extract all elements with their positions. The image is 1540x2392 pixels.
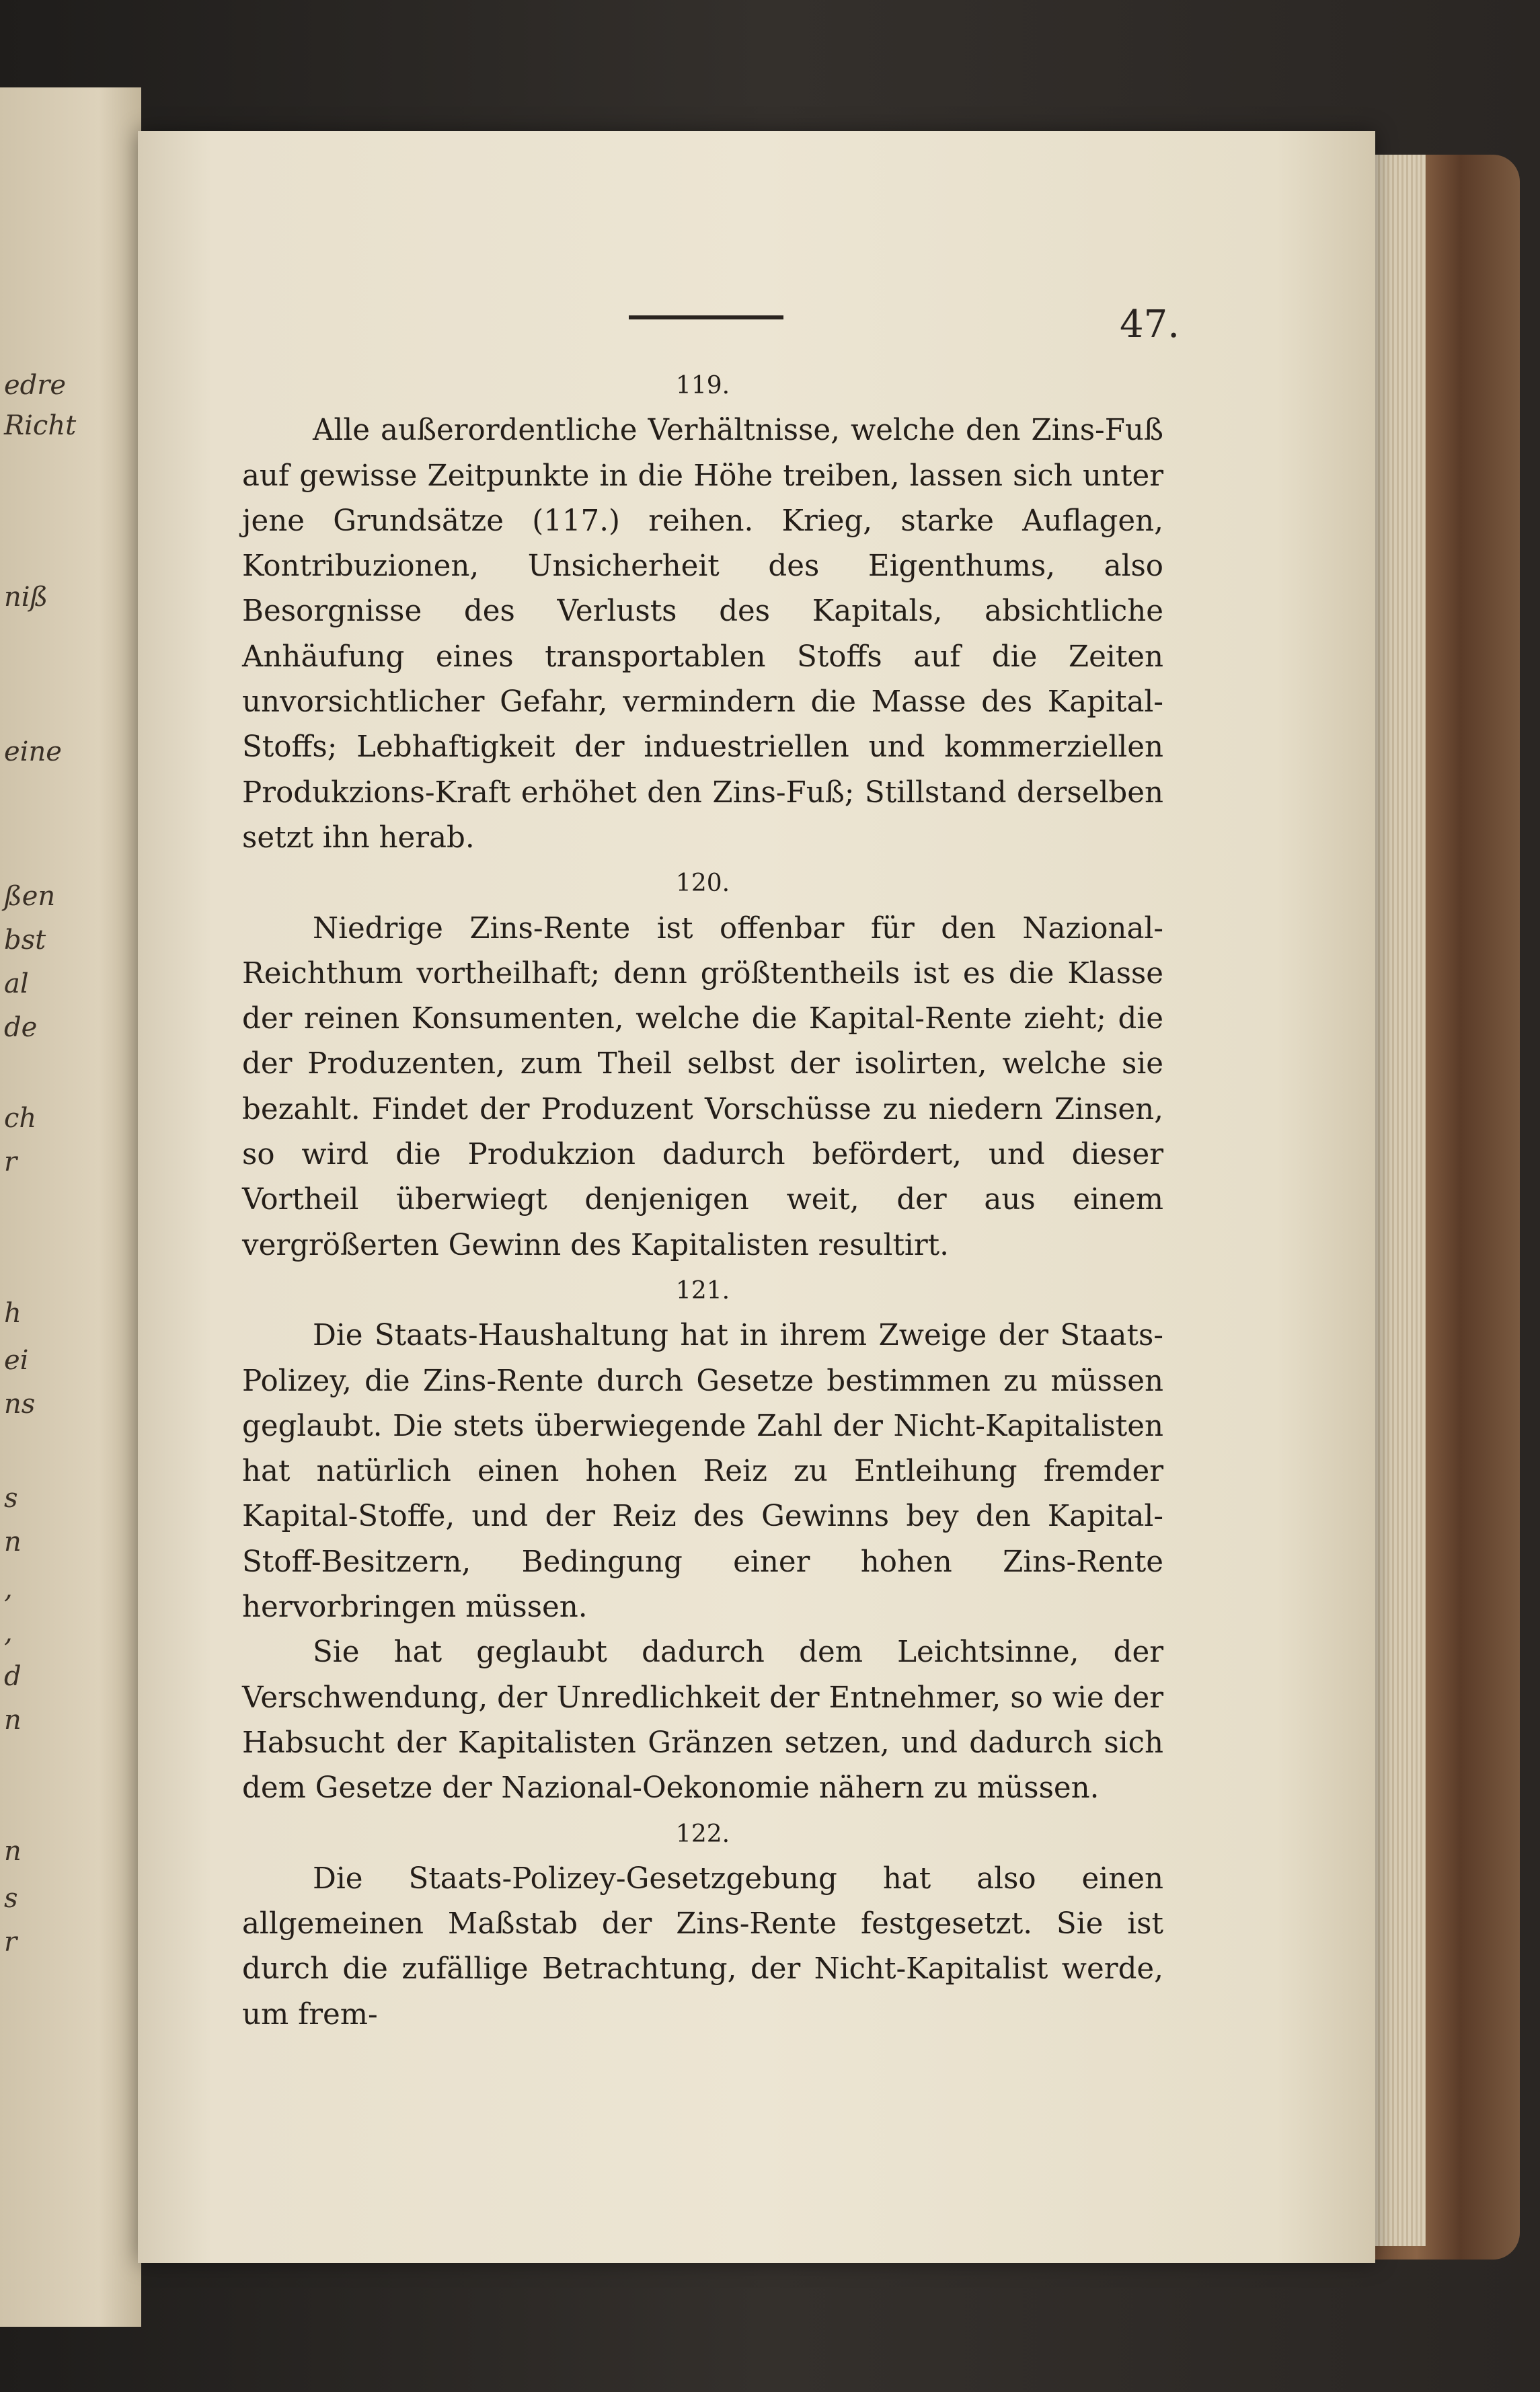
left-page-fragment: bst bbox=[4, 925, 46, 956]
paragraph: Die Staats-Polizey-Gesetzgebung hat also einen allgemeinen Maßstab der Zins-Rente festgesetzt. Sie ist durch die zufällige Betrachtung, der Nicht-Kapitalist werde, um frem- bbox=[242, 1861, 1163, 2032]
left-page-fragment: r bbox=[4, 1147, 17, 1178]
page-number: 47. bbox=[1120, 303, 1180, 346]
left-page-fragment: n bbox=[4, 1705, 22, 1736]
left-page-fragment: Richt bbox=[4, 410, 77, 441]
left-page-fragment: r bbox=[4, 1927, 17, 1958]
left-page-fragment: h bbox=[4, 1298, 22, 1329]
section-number: 120. bbox=[675, 870, 730, 898]
page-body bbox=[242, 363, 1163, 2038]
left-page-fragment: s bbox=[4, 1483, 18, 1514]
left-page-fragment: ßen bbox=[4, 881, 56, 912]
section-number: 122. bbox=[675, 1820, 730, 1848]
left-page-fragment: ns bbox=[4, 1389, 36, 1420]
left-page-fragment: de bbox=[4, 1012, 38, 1043]
paragraph: Sie hat geglaubt dadurch dem Leichtsinne, der Verschwendung, der Unredlichkeit der Entnehmer, so wie der Habsucht der Kapitalisten Gränzen setzen, und dadurch sich dem Gesetze der Nazional-Oekonomie nähern zu müssen. bbox=[242, 1635, 1163, 1806]
left-page-fragment: , bbox=[4, 1574, 13, 1605]
left-page-fragment: niß bbox=[4, 582, 48, 613]
left-page-fragment: edre bbox=[4, 370, 67, 401]
left-page-fragment: n bbox=[4, 1836, 22, 1867]
left-page-fragment: ch bbox=[4, 1103, 37, 1134]
left-page-fragment: d bbox=[4, 1661, 22, 1692]
paragraph: Die Staats-Haushaltung hat in ihrem Zweige der Staats-Polizey, die Zins-Rente durch Gesetze bestimmen zu müssen geglaubt. Die stets überwiegende Zahl der Nicht-Kapitalisten hat natürlich einen hohen Reiz zu Entleihung fremder Kapital-Stoffe, und der Reiz des Gewinns bey den Kapital-Stoff-Besitzern, Bedingung einer hohen Zins-Rente hervorbringen müssen. bbox=[242, 1319, 1163, 1625]
left-page-fragment: , bbox=[4, 1617, 13, 1648]
left-page-fragment: s bbox=[4, 1883, 18, 1914]
left-page bbox=[0, 87, 141, 2327]
left-page-fragment: ei bbox=[4, 1345, 29, 1376]
section-number: 119. bbox=[675, 372, 730, 399]
left-page-fragment: al bbox=[4, 968, 29, 999]
left-page-fragment: n bbox=[4, 1527, 22, 1557]
paragraph: Niedrige Zins-Rente ist offenbar für den Nazional-Reichthum vortheilhaft; denn größtentheils ist es die Klasse der reinen Konsumenten, welche die Kapital-Rente zieht; die der Produzenten, zum Theil selbst der isolirten, welche sie bezahlt. Findet der Produzent Vorschüsse zu niedern Zinsen, so wird die Produkzion dadurch befördert, und dieser Vortheil überwiegt denjenigen weit, der aus einem vergrößerten Gewinn des Kapitalisten resultirt. bbox=[242, 911, 1163, 1262]
header-rule bbox=[629, 315, 783, 319]
left-page-fragment: eine bbox=[4, 736, 62, 767]
section-number: 121. bbox=[675, 1276, 730, 1305]
paragraph: Alle außerordentliche Verhältnisse, welche den Zins-Fuß auf gewisse Zeitpunkte in die Höhe treiben, lassen sich unter jene Grundsätze (117.) reihen. Krieg, starke Auflagen, Kontribuzionen, Unsicherheit des Eigenthums, also Besorgnisse des Verlusts des Kapitals, absichtliche Anhäufung eines transportablen Stoffs auf die Zeiten unvorsichtlicher Gefahr, vermindern die Masse des Kapital-Stoffs; Lebhaftigkeit der induestriellen und kommerziellen Produkzions-Kraft erhöhet den Zins-Fuß; Stillstand derselben setzt ihn herab. bbox=[242, 414, 1163, 855]
